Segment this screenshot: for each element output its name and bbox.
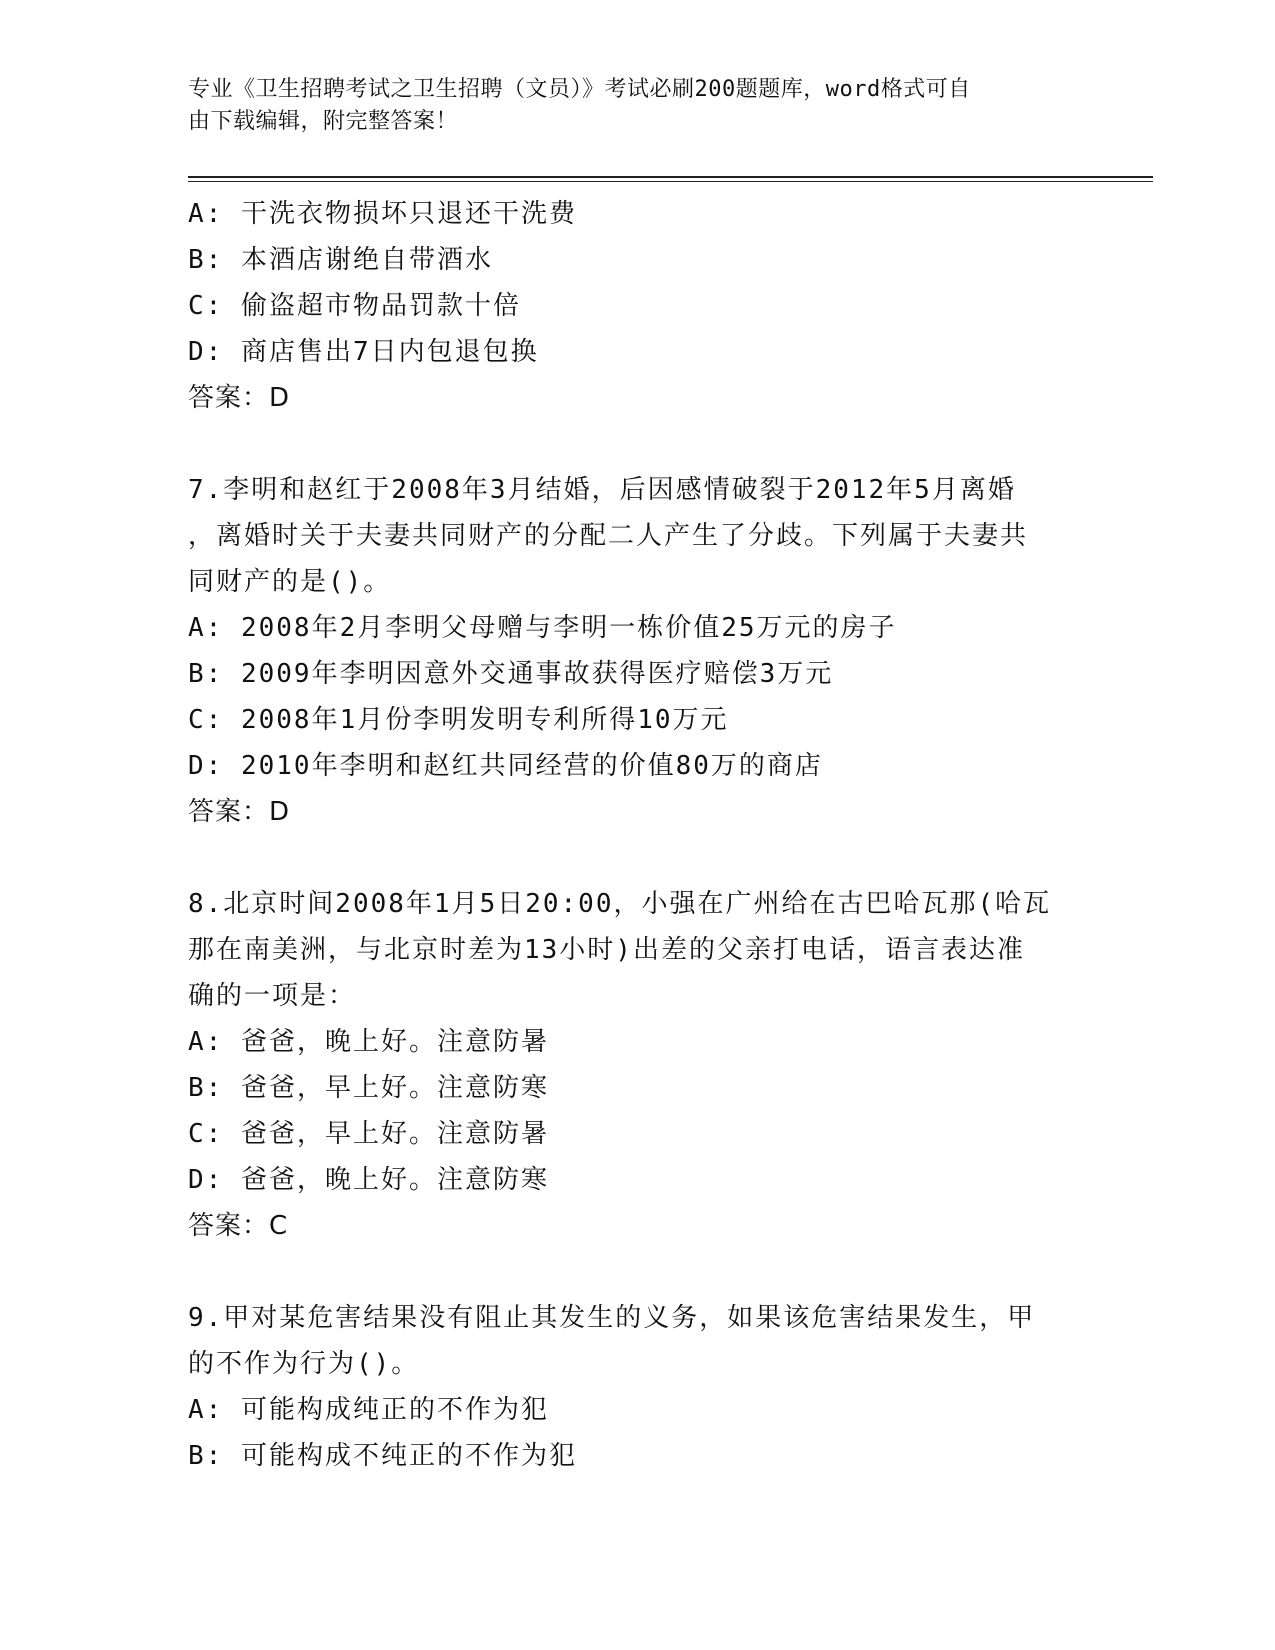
header-line-1: 专业《卫生招聘考试之卫生招聘（文员）》考试必刷200题题库，word格式可自 (188, 77, 971, 102)
q8-stem-line-1: 8.北京时间2008年1月5日20:00，小强在广州给在古巴哈瓦那(哈瓦 (188, 889, 1052, 919)
q8-option-a: A: 爸爸，晚上好。注意防暑 (188, 1027, 549, 1057)
q8-option-c: C: 爸爸，早上好。注意防暑 (188, 1119, 549, 1149)
question-6-block (188, 191, 1088, 421)
q7-stem-line-1: 7.李明和赵红于2008年3月结婚，后因感情破裂于2012年5月离婚 (188, 475, 1016, 505)
question-list (188, 191, 1088, 1479)
q7-option-b: B: 2009年李明因意外交通事故获得医疗赔偿3万元 (188, 659, 834, 689)
q8-stem-line-2: 那在南美洲，与北京时差为13小时)出差的父亲打电话，语言表达准 (188, 935, 1025, 965)
q7-stem-line-2: ，离婚时关于夫妻共同财产的分配二人产生了分歧。下列属于夫妻共 (188, 521, 1029, 551)
question-8-block (188, 881, 1088, 1249)
q7-answer: 答案：D (188, 797, 291, 827)
q6-option-b: B: 本酒店谢绝自带酒水 (188, 245, 493, 275)
header-line-2: 由下载编辑，附完整答案！ (188, 109, 459, 134)
question-7-block (188, 467, 1088, 835)
q9-option-a: A: 可能构成纯正的不作为犯 (188, 1395, 549, 1425)
q7-stem-line-3: 同财产的是()。 (188, 567, 392, 597)
header-divider (188, 176, 1153, 182)
spacer (188, 835, 1088, 881)
spacer (188, 1249, 1088, 1295)
spacer (188, 421, 1088, 467)
document-header (188, 74, 1068, 138)
q6-option-d: D: 商店售出7日内包退包换 (188, 337, 539, 367)
q6-answer: 答案：D (188, 383, 291, 413)
q6-option-c: C: 偷盗超市物品罚款十倍 (188, 291, 521, 321)
q9-stem-line-1: 9.甲对某危害结果没有阻止其发生的义务，如果该危害结果发生，甲 (188, 1303, 1036, 1333)
q7-option-a: A: 2008年2月李明父母赠与李明一栋价值25万元的房子 (188, 613, 897, 643)
q7-option-d: D: 2010年李明和赵红共同经营的价值80万的商店 (188, 751, 823, 781)
q7-option-c: C: 2008年1月份李明发明专利所得10万元 (188, 705, 729, 735)
q9-stem-line-2: 的不作为行为()。 (188, 1349, 420, 1379)
q8-answer: 答案：C (188, 1211, 289, 1241)
question-9-block (188, 1295, 1088, 1479)
q8-stem-line-3: 确的一项是： (188, 981, 357, 1011)
q8-option-b: B: 爸爸，早上好。注意防寒 (188, 1073, 549, 1103)
q6-option-a: A: 干洗衣物损坏只退还干洗费 (188, 199, 577, 229)
q8-option-d: D: 爸爸，晚上好。注意防寒 (188, 1165, 549, 1195)
q9-option-b: B: 可能构成不纯正的不作为犯 (188, 1441, 577, 1471)
